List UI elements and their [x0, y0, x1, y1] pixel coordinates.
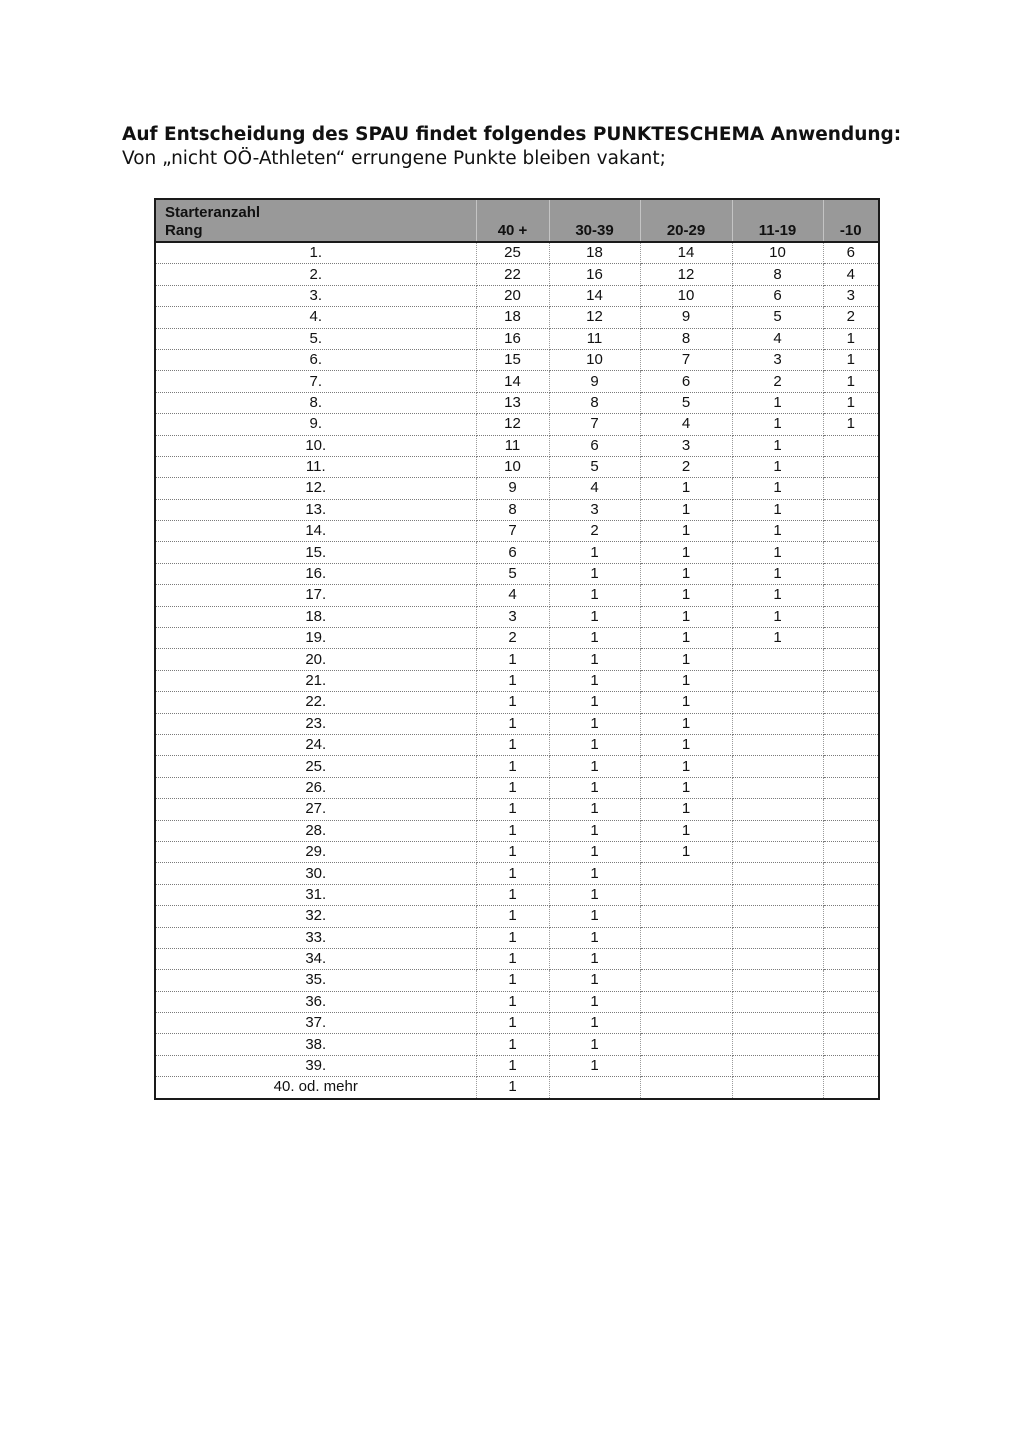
- points-40-plus-cell: 14: [476, 371, 549, 392]
- points-11-19-cell: [732, 756, 823, 777]
- points-30-39-cell: 14: [549, 285, 640, 306]
- points-30-39-cell: 1: [549, 542, 640, 563]
- table-row: [155, 649, 879, 670]
- points-30-39-cell: 1: [549, 841, 640, 862]
- points-11-19-cell: [732, 884, 823, 905]
- points-minus-10-cell: [823, 499, 879, 520]
- points-40-plus-cell: 1: [476, 927, 549, 948]
- rank-cell: 40. od. mehr: [155, 1077, 476, 1099]
- points-20-29-cell: [640, 948, 732, 969]
- points-20-29-cell: 2: [640, 456, 732, 477]
- points-30-39-cell: 1: [549, 649, 640, 670]
- points-20-29-cell: 1: [640, 670, 732, 691]
- table-row: [155, 392, 879, 413]
- table-row: [155, 264, 879, 285]
- points-30-39-cell: 6: [549, 435, 640, 456]
- rank-cell: 9.: [155, 414, 476, 435]
- table-row: [155, 499, 879, 520]
- points-40-plus-cell: 1: [476, 1013, 549, 1034]
- points-30-39-cell: 16: [549, 264, 640, 285]
- points-minus-10-cell: [823, 1077, 879, 1099]
- header-column-40-plus: 40 +: [476, 199, 549, 242]
- table-row: [155, 970, 879, 991]
- table-row: [155, 692, 879, 713]
- rank-cell: 34.: [155, 948, 476, 969]
- rank-cell: 26.: [155, 777, 476, 798]
- points-20-29-cell: [640, 1013, 732, 1034]
- header-row-label: [155, 199, 476, 242]
- points-11-19-cell: 1: [732, 414, 823, 435]
- table-row: [155, 307, 879, 328]
- points-40-plus-cell: 1: [476, 884, 549, 905]
- table-row: [155, 1034, 879, 1055]
- points-40-plus-cell: 1: [476, 799, 549, 820]
- header-column-20-29: 20-29: [640, 199, 732, 242]
- points-40-plus-cell: 11: [476, 435, 549, 456]
- points-40-plus-cell: 1: [476, 820, 549, 841]
- points-20-29-cell: [640, 970, 732, 991]
- header-column-11-19: 11-19: [732, 199, 823, 242]
- points-40-plus-cell: 12: [476, 414, 549, 435]
- points-40-plus-cell: 1: [476, 1077, 549, 1099]
- rank-cell: 22.: [155, 692, 476, 713]
- points-11-19-cell: [732, 863, 823, 884]
- points-20-29-cell: 1: [640, 820, 732, 841]
- points-20-29-cell: 1: [640, 606, 732, 627]
- points-30-39-cell: 1: [549, 756, 640, 777]
- table-row: [155, 991, 879, 1012]
- points-20-29-cell: 10: [640, 285, 732, 306]
- points-11-19-cell: [732, 692, 823, 713]
- points-40-plus-cell: 18: [476, 307, 549, 328]
- points-minus-10-cell: [823, 649, 879, 670]
- points-20-29-cell: 12: [640, 264, 732, 285]
- table-row: [155, 349, 879, 370]
- points-20-29-cell: 1: [640, 713, 732, 734]
- table-row: [155, 948, 879, 969]
- points-40-plus-cell: 10: [476, 456, 549, 477]
- rank-cell: 12.: [155, 478, 476, 499]
- rank-cell: 16.: [155, 563, 476, 584]
- points-40-plus-cell: 25: [476, 242, 549, 264]
- points-minus-10-cell: [823, 670, 879, 691]
- table-row: [155, 521, 879, 542]
- points-11-19-cell: 1: [732, 435, 823, 456]
- points-11-19-cell: [732, 649, 823, 670]
- rank-cell: 2.: [155, 264, 476, 285]
- points-minus-10-cell: [823, 970, 879, 991]
- points-20-29-cell: [640, 884, 732, 905]
- table-row: [155, 820, 879, 841]
- points-30-39-cell: 1: [549, 991, 640, 1012]
- points-30-39-cell: 18: [549, 242, 640, 264]
- points-minus-10-cell: 3: [823, 285, 879, 306]
- points-40-plus-cell: 1: [476, 777, 549, 798]
- table-row: [155, 456, 879, 477]
- points-40-plus-cell: 1: [476, 970, 549, 991]
- points-20-29-cell: 8: [640, 328, 732, 349]
- points-minus-10-cell: [823, 734, 879, 755]
- rank-cell: 5.: [155, 328, 476, 349]
- points-30-39-cell: 1: [549, 692, 640, 713]
- points-40-plus-cell: 1: [476, 756, 549, 777]
- points-40-plus-cell: 1: [476, 991, 549, 1012]
- points-30-39-cell: 4: [549, 478, 640, 499]
- points-40-plus-cell: 3: [476, 606, 549, 627]
- points-40-plus-cell: 1: [476, 1055, 549, 1076]
- rank-cell: 11.: [155, 456, 476, 477]
- points-30-39-cell: 1: [549, 606, 640, 627]
- points-20-29-cell: 9: [640, 307, 732, 328]
- points-30-39-cell: 1: [549, 1034, 640, 1055]
- points-20-29-cell: 5: [640, 392, 732, 413]
- points-11-19-cell: [732, 670, 823, 691]
- points-30-39-cell: 5: [549, 456, 640, 477]
- header-column-minus-10: -10: [823, 199, 879, 242]
- points-11-19-cell: [732, 1055, 823, 1076]
- points-11-19-cell: [732, 820, 823, 841]
- points-30-39-cell: 3: [549, 499, 640, 520]
- points-30-39-cell: 1: [549, 948, 640, 969]
- rank-cell: 1.: [155, 242, 476, 264]
- header-column-30-39: 30-39: [549, 199, 640, 242]
- points-minus-10-cell: [823, 863, 879, 884]
- points-table: [154, 198, 880, 1100]
- points-minus-10-cell: [823, 1055, 879, 1076]
- points-20-29-cell: 1: [640, 585, 732, 606]
- points-30-39-cell: 7: [549, 414, 640, 435]
- points-minus-10-cell: [823, 1034, 879, 1055]
- points-minus-10-cell: [823, 628, 879, 649]
- points-minus-10-cell: [823, 542, 879, 563]
- points-40-plus-cell: 8: [476, 499, 549, 520]
- points-30-39-cell: 1: [549, 1013, 640, 1034]
- points-30-39-cell: 1: [549, 734, 640, 755]
- table-row: [155, 906, 879, 927]
- points-40-plus-cell: 1: [476, 713, 549, 734]
- rank-cell: 25.: [155, 756, 476, 777]
- points-20-29-cell: 1: [640, 734, 732, 755]
- rank-cell: 33.: [155, 927, 476, 948]
- points-30-39-cell: 1: [549, 820, 640, 841]
- table-row: [155, 734, 879, 755]
- points-20-29-cell: [640, 906, 732, 927]
- table-row: [155, 1077, 879, 1099]
- points-minus-10-cell: [823, 563, 879, 584]
- table-row: [155, 242, 879, 264]
- rank-cell: 14.: [155, 521, 476, 542]
- points-20-29-cell: [640, 927, 732, 948]
- points-40-plus-cell: 1: [476, 948, 549, 969]
- points-40-plus-cell: 5: [476, 563, 549, 584]
- points-minus-10-cell: [823, 756, 879, 777]
- rank-cell: 37.: [155, 1013, 476, 1034]
- header-row: [155, 199, 879, 242]
- points-40-plus-cell: 2: [476, 628, 549, 649]
- points-20-29-cell: 1: [640, 649, 732, 670]
- header-rang-label: Rang: [165, 222, 203, 239]
- rank-cell: 36.: [155, 991, 476, 1012]
- points-11-19-cell: 3: [732, 349, 823, 370]
- points-minus-10-cell: [823, 521, 879, 542]
- rank-cell: 21.: [155, 670, 476, 691]
- points-40-plus-cell: 13: [476, 392, 549, 413]
- points-20-29-cell: [640, 863, 732, 884]
- rank-cell: 32.: [155, 906, 476, 927]
- points-11-19-cell: 1: [732, 499, 823, 520]
- rank-cell: 39.: [155, 1055, 476, 1076]
- points-11-19-cell: [732, 1077, 823, 1099]
- points-30-39-cell: 1: [549, 863, 640, 884]
- points-30-39-cell: 10: [549, 349, 640, 370]
- points-40-plus-cell: 7: [476, 521, 549, 542]
- points-11-19-cell: [732, 841, 823, 862]
- points-11-19-cell: [732, 734, 823, 755]
- table-row: [155, 563, 879, 584]
- points-minus-10-cell: [823, 713, 879, 734]
- table-row: [155, 884, 879, 905]
- points-11-19-cell: 4: [732, 328, 823, 349]
- points-40-plus-cell: 1: [476, 1034, 549, 1055]
- points-20-29-cell: 1: [640, 478, 732, 499]
- points-40-plus-cell: 1: [476, 906, 549, 927]
- points-minus-10-cell: [823, 927, 879, 948]
- points-11-19-cell: [732, 1013, 823, 1034]
- rank-cell: 19.: [155, 628, 476, 649]
- points-minus-10-cell: [823, 884, 879, 905]
- points-minus-10-cell: 1: [823, 371, 879, 392]
- points-minus-10-cell: 4: [823, 264, 879, 285]
- points-11-19-cell: 1: [732, 606, 823, 627]
- points-minus-10-cell: [823, 799, 879, 820]
- points-minus-10-cell: 2: [823, 307, 879, 328]
- points-30-39-cell: 2: [549, 521, 640, 542]
- points-30-39-cell: 1: [549, 628, 640, 649]
- points-20-29-cell: [640, 1055, 732, 1076]
- points-20-29-cell: 1: [640, 563, 732, 584]
- points-table-body: [155, 242, 879, 1099]
- points-20-29-cell: 14: [640, 242, 732, 264]
- points-11-19-cell: [732, 799, 823, 820]
- table-row: [155, 478, 879, 499]
- rank-cell: 35.: [155, 970, 476, 991]
- points-minus-10-cell: 1: [823, 392, 879, 413]
- rank-cell: 24.: [155, 734, 476, 755]
- table-row: [155, 670, 879, 691]
- points-30-39-cell: 11: [549, 328, 640, 349]
- points-minus-10-cell: [823, 841, 879, 862]
- points-40-plus-cell: 9: [476, 478, 549, 499]
- points-20-29-cell: 1: [640, 777, 732, 798]
- rank-cell: 29.: [155, 841, 476, 862]
- points-minus-10-cell: 1: [823, 349, 879, 370]
- table-row: [155, 863, 879, 884]
- points-20-29-cell: 1: [640, 628, 732, 649]
- points-20-29-cell: 1: [640, 756, 732, 777]
- points-20-29-cell: [640, 1077, 732, 1099]
- points-40-plus-cell: 6: [476, 542, 549, 563]
- points-11-19-cell: [732, 777, 823, 798]
- points-minus-10-cell: [823, 456, 879, 477]
- points-40-plus-cell: 22: [476, 264, 549, 285]
- points-40-plus-cell: 1: [476, 692, 549, 713]
- points-20-29-cell: [640, 1034, 732, 1055]
- points-minus-10-cell: [823, 478, 879, 499]
- points-40-plus-cell: 20: [476, 285, 549, 306]
- points-11-19-cell: 1: [732, 392, 823, 413]
- rank-cell: 28.: [155, 820, 476, 841]
- points-minus-10-cell: [823, 692, 879, 713]
- table-row: [155, 1013, 879, 1034]
- points-40-plus-cell: 1: [476, 734, 549, 755]
- points-11-19-cell: [732, 970, 823, 991]
- rank-cell: 7.: [155, 371, 476, 392]
- points-11-19-cell: 1: [732, 585, 823, 606]
- table-row: [155, 628, 879, 649]
- points-30-39-cell: 1: [549, 563, 640, 584]
- points-20-29-cell: 1: [640, 499, 732, 520]
- points-30-39-cell: 1: [549, 970, 640, 991]
- rank-cell: 20.: [155, 649, 476, 670]
- points-11-19-cell: [732, 948, 823, 969]
- table-row: [155, 328, 879, 349]
- points-11-19-cell: 1: [732, 478, 823, 499]
- points-minus-10-cell: [823, 820, 879, 841]
- points-minus-10-cell: 1: [823, 414, 879, 435]
- points-20-29-cell: 1: [640, 521, 732, 542]
- rank-cell: 15.: [155, 542, 476, 563]
- points-30-39-cell: 1: [549, 884, 640, 905]
- table-row: [155, 542, 879, 563]
- table-row: [155, 713, 879, 734]
- rank-cell: 6.: [155, 349, 476, 370]
- table-row: [155, 799, 879, 820]
- table-row: [155, 371, 879, 392]
- table-row: [155, 285, 879, 306]
- rank-cell: 27.: [155, 799, 476, 820]
- points-20-29-cell: 1: [640, 542, 732, 563]
- points-table-header: [155, 199, 879, 242]
- points-20-29-cell: 3: [640, 435, 732, 456]
- points-30-39-cell: 1: [549, 670, 640, 691]
- points-11-19-cell: [732, 991, 823, 1012]
- points-minus-10-cell: [823, 948, 879, 969]
- table-row: [155, 777, 879, 798]
- rank-cell: 10.: [155, 435, 476, 456]
- points-30-39-cell: 1: [549, 1055, 640, 1076]
- points-11-19-cell: [732, 713, 823, 734]
- points-30-39-cell: 1: [549, 585, 640, 606]
- rank-cell: 13.: [155, 499, 476, 520]
- points-minus-10-cell: [823, 585, 879, 606]
- points-11-19-cell: 10: [732, 242, 823, 264]
- points-30-39-cell: 1: [549, 799, 640, 820]
- points-11-19-cell: [732, 927, 823, 948]
- points-11-19-cell: 1: [732, 456, 823, 477]
- points-30-39-cell: 1: [549, 713, 640, 734]
- points-11-19-cell: 8: [732, 264, 823, 285]
- points-40-plus-cell: 4: [476, 585, 549, 606]
- points-minus-10-cell: 6: [823, 242, 879, 264]
- points-30-39-cell: 1: [549, 927, 640, 948]
- points-40-plus-cell: 1: [476, 649, 549, 670]
- header-starteranzahl-label: Starteranzahl: [165, 204, 261, 221]
- table-row: [155, 841, 879, 862]
- points-20-29-cell: 1: [640, 692, 732, 713]
- points-minus-10-cell: [823, 606, 879, 627]
- table-row: [155, 414, 879, 435]
- rank-cell: 30.: [155, 863, 476, 884]
- rank-cell: 31.: [155, 884, 476, 905]
- points-20-29-cell: [640, 991, 732, 1012]
- points-40-plus-cell: 15: [476, 349, 549, 370]
- points-30-39-cell: [549, 1077, 640, 1099]
- points-minus-10-cell: 1: [823, 328, 879, 349]
- table-row: [155, 756, 879, 777]
- points-40-plus-cell: 1: [476, 841, 549, 862]
- points-11-19-cell: 1: [732, 628, 823, 649]
- points-20-29-cell: 4: [640, 414, 732, 435]
- table-row: [155, 435, 879, 456]
- points-30-39-cell: 8: [549, 392, 640, 413]
- points-30-39-cell: 12: [549, 307, 640, 328]
- points-40-plus-cell: 1: [476, 670, 549, 691]
- table-row: [155, 606, 879, 627]
- points-11-19-cell: 1: [732, 563, 823, 584]
- points-11-19-cell: 1: [732, 521, 823, 542]
- points-minus-10-cell: [823, 1013, 879, 1034]
- points-20-29-cell: 6: [640, 371, 732, 392]
- document-heading: Auf Entscheidung des SPAU findet folgendes PUNKTESCHEMA Anwendung:: [122, 124, 902, 145]
- rank-cell: 18.: [155, 606, 476, 627]
- points-minus-10-cell: [823, 777, 879, 798]
- points-11-19-cell: [732, 1034, 823, 1055]
- points-minus-10-cell: [823, 435, 879, 456]
- points-11-19-cell: [732, 906, 823, 927]
- rank-cell: 8.: [155, 392, 476, 413]
- rank-cell: 38.: [155, 1034, 476, 1055]
- points-minus-10-cell: [823, 991, 879, 1012]
- points-minus-10-cell: [823, 906, 879, 927]
- points-20-29-cell: 1: [640, 841, 732, 862]
- rank-cell: 23.: [155, 713, 476, 734]
- points-30-39-cell: 9: [549, 371, 640, 392]
- points-11-19-cell: 1: [732, 542, 823, 563]
- points-20-29-cell: 1: [640, 799, 732, 820]
- points-30-39-cell: 1: [549, 777, 640, 798]
- rank-cell: 3.: [155, 285, 476, 306]
- points-11-19-cell: 2: [732, 371, 823, 392]
- table-row: [155, 585, 879, 606]
- table-row: [155, 1055, 879, 1076]
- points-40-plus-cell: 1: [476, 863, 549, 884]
- points-40-plus-cell: 16: [476, 328, 549, 349]
- points-30-39-cell: 1: [549, 906, 640, 927]
- table-row: [155, 927, 879, 948]
- rank-cell: 17.: [155, 585, 476, 606]
- points-20-29-cell: 7: [640, 349, 732, 370]
- document-subheading: Von „nicht OÖ-Athleten“ errungene Punkte bleiben vakant;: [122, 148, 666, 169]
- points-11-19-cell: 6: [732, 285, 823, 306]
- points-11-19-cell: 5: [732, 307, 823, 328]
- rank-cell: 4.: [155, 307, 476, 328]
